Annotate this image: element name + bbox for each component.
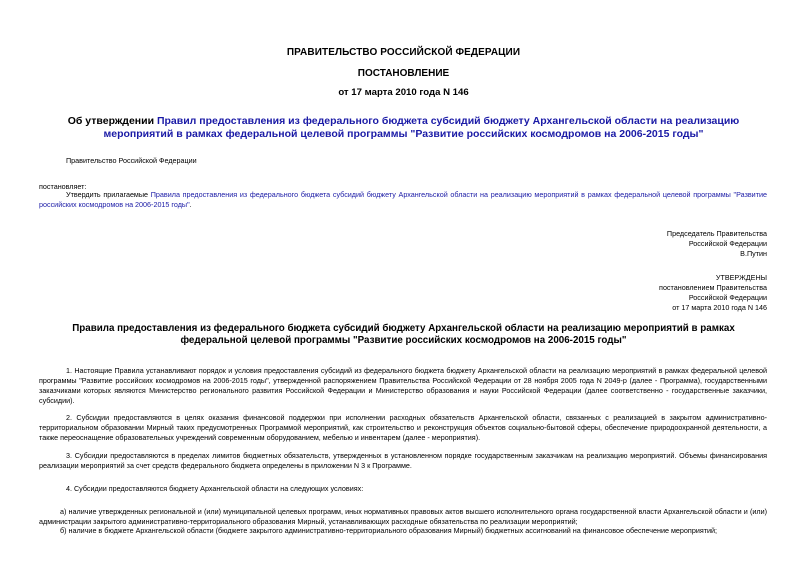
paragraph-1: 1. Настоящие Правила устанавливают порядок и условия предоставления субсидий из федерального бюджета бюджету Архангельской области на реализацию мероприятий в рамках федеральной целевой программы "Развитие российских космодромов на 2006-2015 годы", утвержденной распоряжением Правительства Российской Федерации от 28 ноября 2005 года N 2049-р (далее - Программа), государственными заказчиками которых являются Министерство регионального развития Российской Федерации и Министерство образования и науки Российской Федерации (далее соответственно - государственные заказчики, субсидии). — [39, 366, 767, 405]
approve-prefix: Утвердить прилагаемые — [66, 190, 151, 199]
paragraph-4b: б) наличие в бюджете Архангельской области (бюджете закрытого административно-территориального образования Мирный) бюджетных ассигнований на финансовое обеспечение мероприятий; — [60, 526, 718, 535]
approved-by: постановлением Правительства — [659, 283, 767, 292]
approved-block — [659, 273, 767, 313]
document-type-heading: ПОСТАНОВЛЕНИЕ — [357, 68, 450, 79]
resolution-title — [40, 115, 767, 141]
approved-country: Российской Федерации — [688, 293, 767, 302]
approved-date: от 17 марта 2010 года N 146 — [672, 303, 767, 312]
government-heading: ПРАВИТЕЛЬСТВО РОССИЙСКОЙ ФЕДЕРАЦИИ — [286, 47, 521, 58]
paragraph-3: 3. Субсидии предоставляются в пределах лимитов бюджетных обязательств, утвержденных в установленном порядке государственным заказчикам на реализацию мероприятий. Объемы финансирования реализации мероприятий за счет средств федерального бюджета определены в приложении N 3 к Программе. — [39, 451, 767, 470]
document-date: от 17 марта 2010 года N 146 — [338, 87, 469, 98]
paragraph-2: 2. Субсидии предоставляются в целях оказания финансовой поддержки при исполнении расходных обязательств Архангельской области, связанных с реализацией в закрытом административно-территориальном образовании Мирный таких предусмотренных Программой мероприятий, как строительство и реконструкция объектов социально-бытовой сферы, обеспечение природоохранной деятельности, а также переоснащение образовательных учреждений современным оборудованием, мебелью и инвентарем (далее - мероприятия). — [39, 413, 767, 442]
signature-position: Председатель Правительства — [666, 229, 767, 238]
resolves-label: постановляет: — [39, 182, 87, 191]
government-line: Правительство Российской Федерации — [66, 156, 197, 165]
paragraph-4a: а) наличие утвержденных региональной и (или) муниципальной целевых программ, иных нормативных правовых актов высшего исполнительного органа государственной власти Архангельской области и (или) администрации закрытого административно-территориального образования Мирный, устанавливающих расходные обязательства по реализации мероприятий; — [39, 507, 767, 526]
approve-suffix: . — [189, 200, 192, 209]
title-link[interactable]: Правил предоставления из федерального бюджета субсидий бюджету Архангельской области на реализацию мероприятий в рамках федеральной целевой программы "Развитие российских космодромов на 2006-2015 годы" — [103, 115, 740, 140]
paragraph-4: 4. Субсидии предоставляются бюджету Архангельской области на следующих условиях: — [66, 484, 364, 493]
signature-block — [667, 229, 767, 259]
approve-paragraph — [39, 190, 767, 210]
rules-title: Правила предоставления из федерального бюджета субсидий бюджету Архангельской области на реализацию мероприятий в рамках федеральной целевой программы "Развитие российских космодромов на 2006-2015 годы" — [72, 323, 735, 346]
approved-label: УТВЕРЖДЕНЫ — [715, 273, 767, 282]
signature-country: Российской Федерации — [688, 239, 767, 248]
approve-link[interactable]: Правила предоставления из федерального бюджета субсидий бюджету Архангельской области на реализацию мероприятий в рамках федеральной целевой программы "Развитие российских космодромов на 2006-2015 годы" — [39, 190, 767, 209]
signature-name: В.Путин — [740, 249, 767, 258]
title-prefix: Об утверждении — [67, 115, 157, 127]
